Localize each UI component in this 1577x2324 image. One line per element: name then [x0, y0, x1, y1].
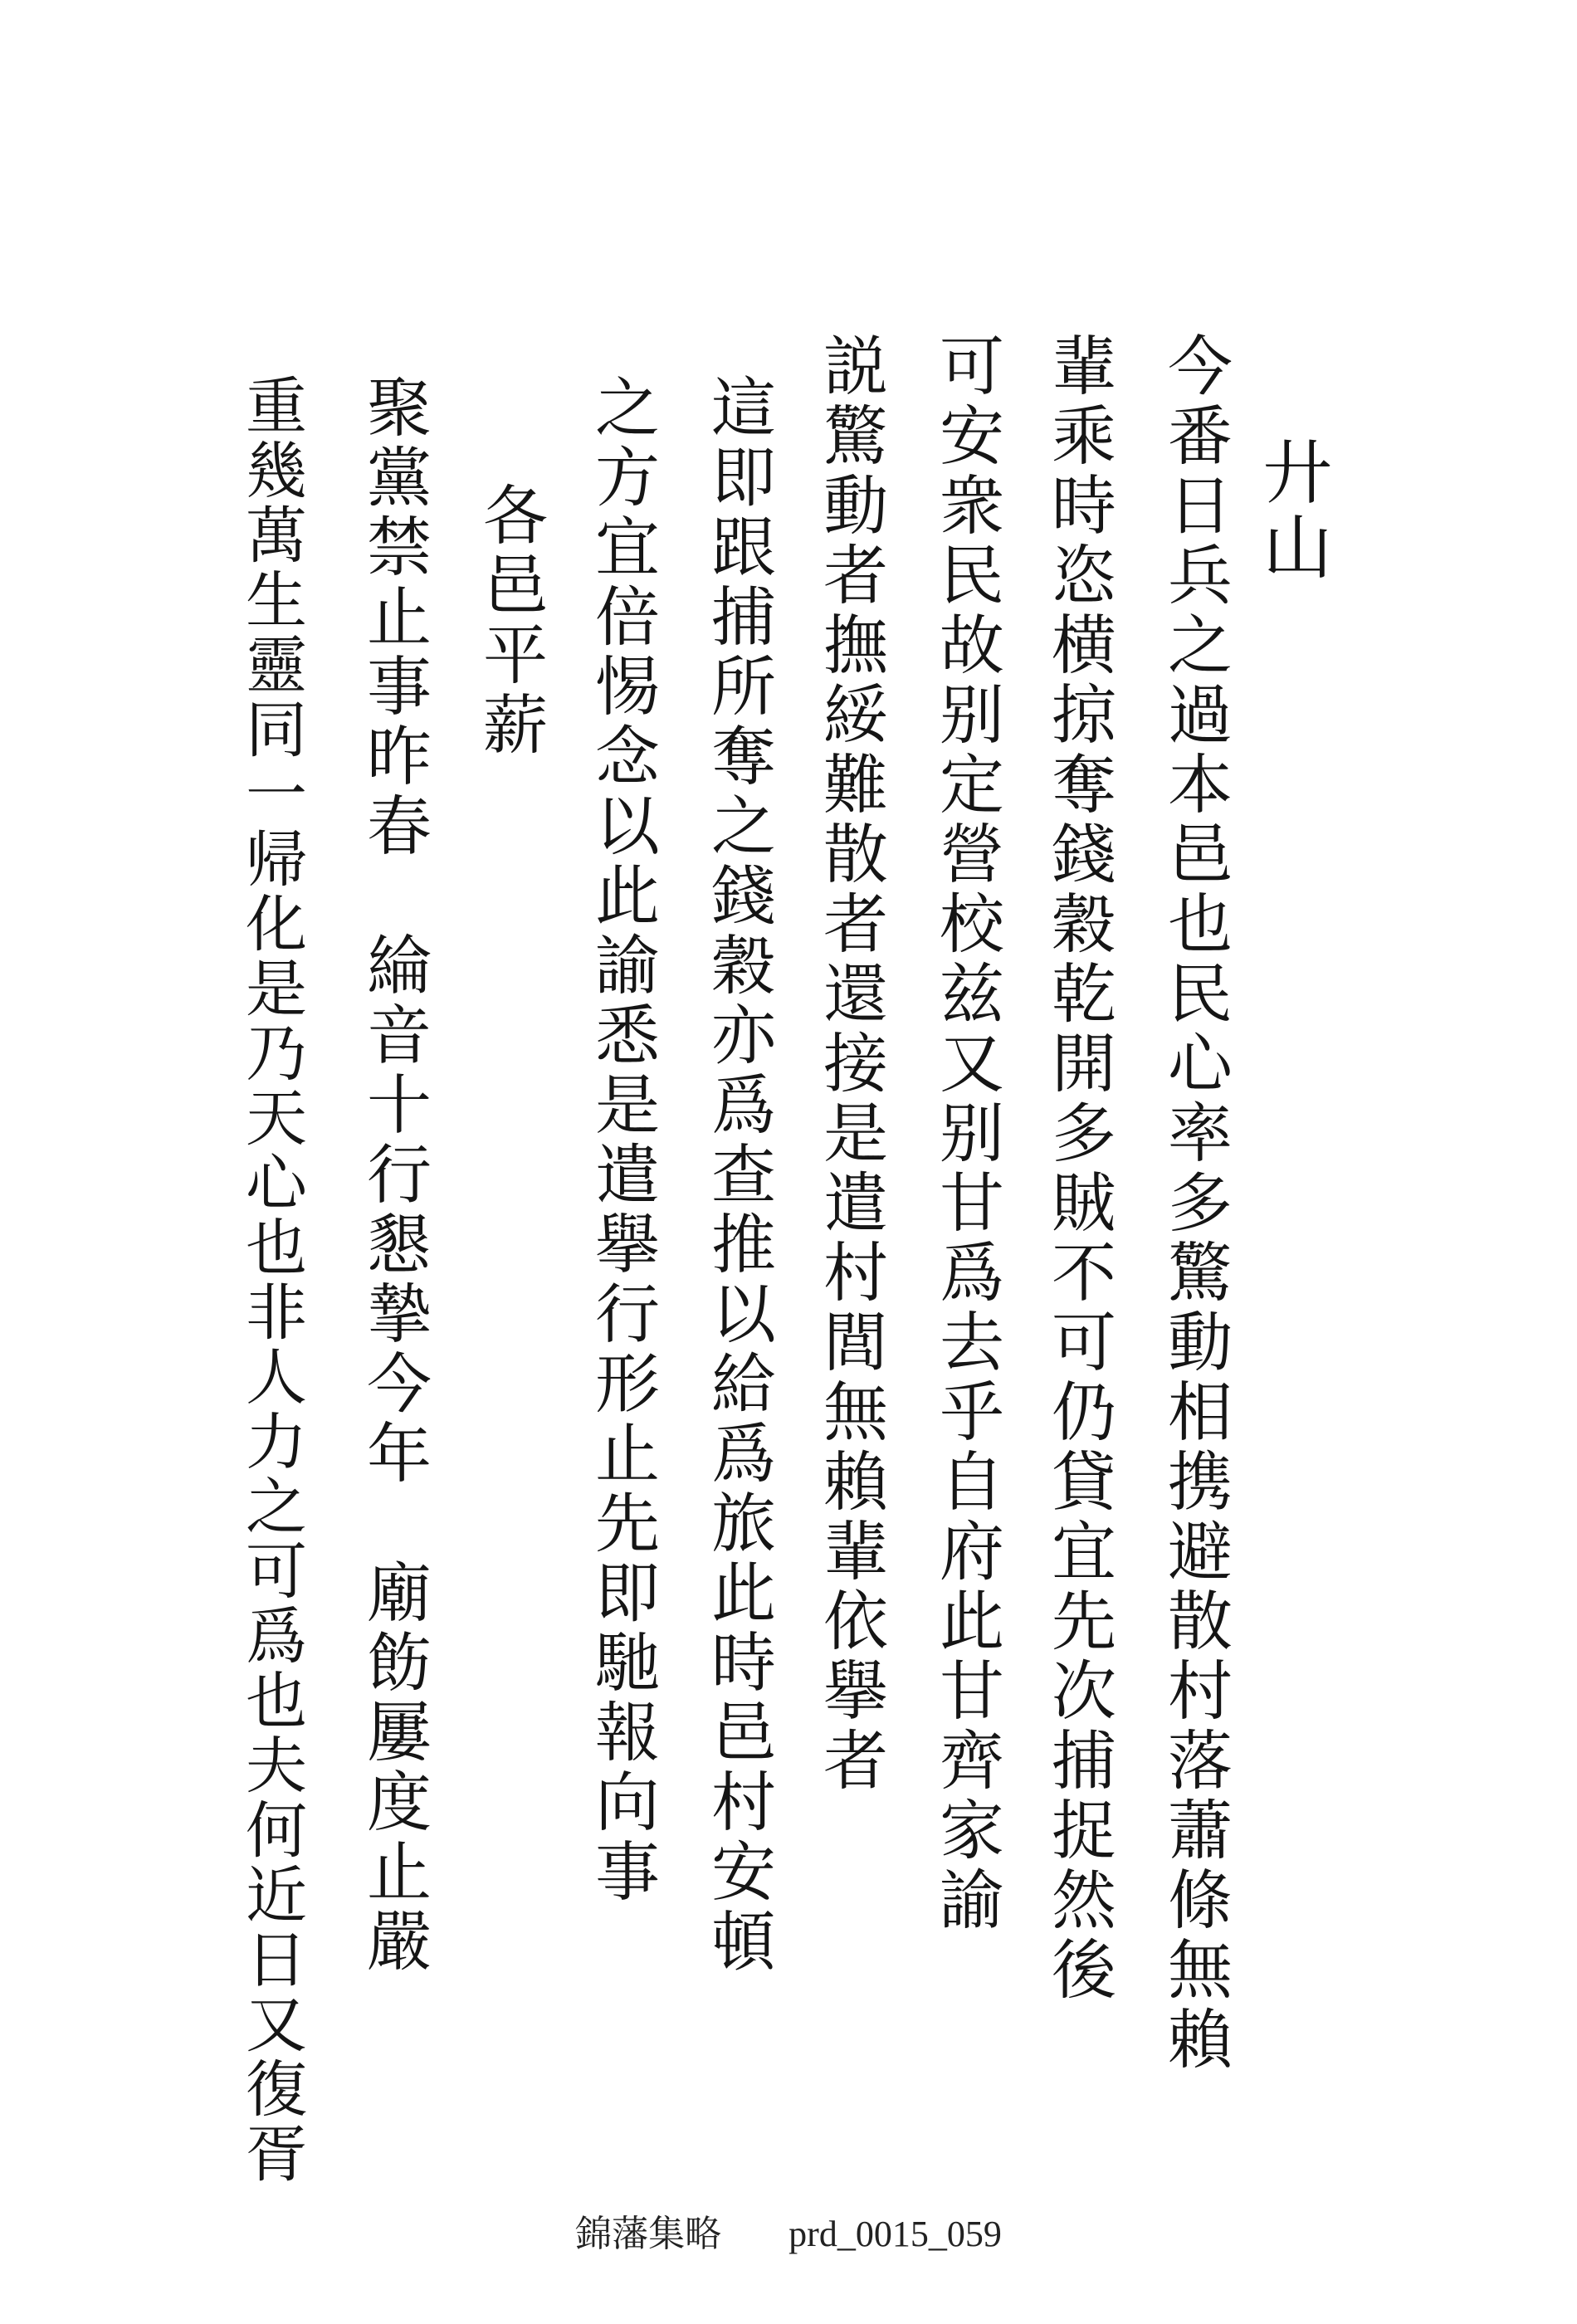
- text-column-5: 説驚動者撫綏難散者還接是遣村閭無賴輩依擧者: [813, 332, 887, 1796]
- text-column-2: 今番日兵之過本邑也民心率多驚動相携避散村落蕭條無賴: [1157, 332, 1232, 2075]
- text-column-7: 之方宜倍惕念以此諭悉是遣擧行形止先即馳報向事: [584, 374, 659, 1907]
- text-column-1: 廾山: [1252, 436, 1333, 585]
- text-column-10: 重幾萬生靈同一帰化是乃天心也非人力之可爲也夫何近日又復胥: [236, 374, 307, 2186]
- text-column-3: 輩乘時恣横掠奪錢穀乾開多賊不可仍貸宜先次捕捉然後: [1041, 332, 1116, 2005]
- text-column-8: 各邑平薪: [472, 481, 547, 760]
- footer-book-title: 錦藩集略: [575, 2214, 722, 2254]
- text-column-4: 可安衆民故别定營校兹又别甘爲去乎自府此甘齊家諭: [929, 332, 1003, 1936]
- footer-page-code: prd_0015_059: [788, 2214, 1002, 2254]
- text-column-6: 這即跟捕所奪之錢穀亦爲查推以給爲旅此時邑村安頓: [701, 374, 775, 1977]
- text-column-9: 聚黨禁止事昨春 綸音十行懇摯今年 廟飭屢度止嚴: [356, 374, 431, 1977]
- page-footer: [0, 2204, 1577, 2257]
